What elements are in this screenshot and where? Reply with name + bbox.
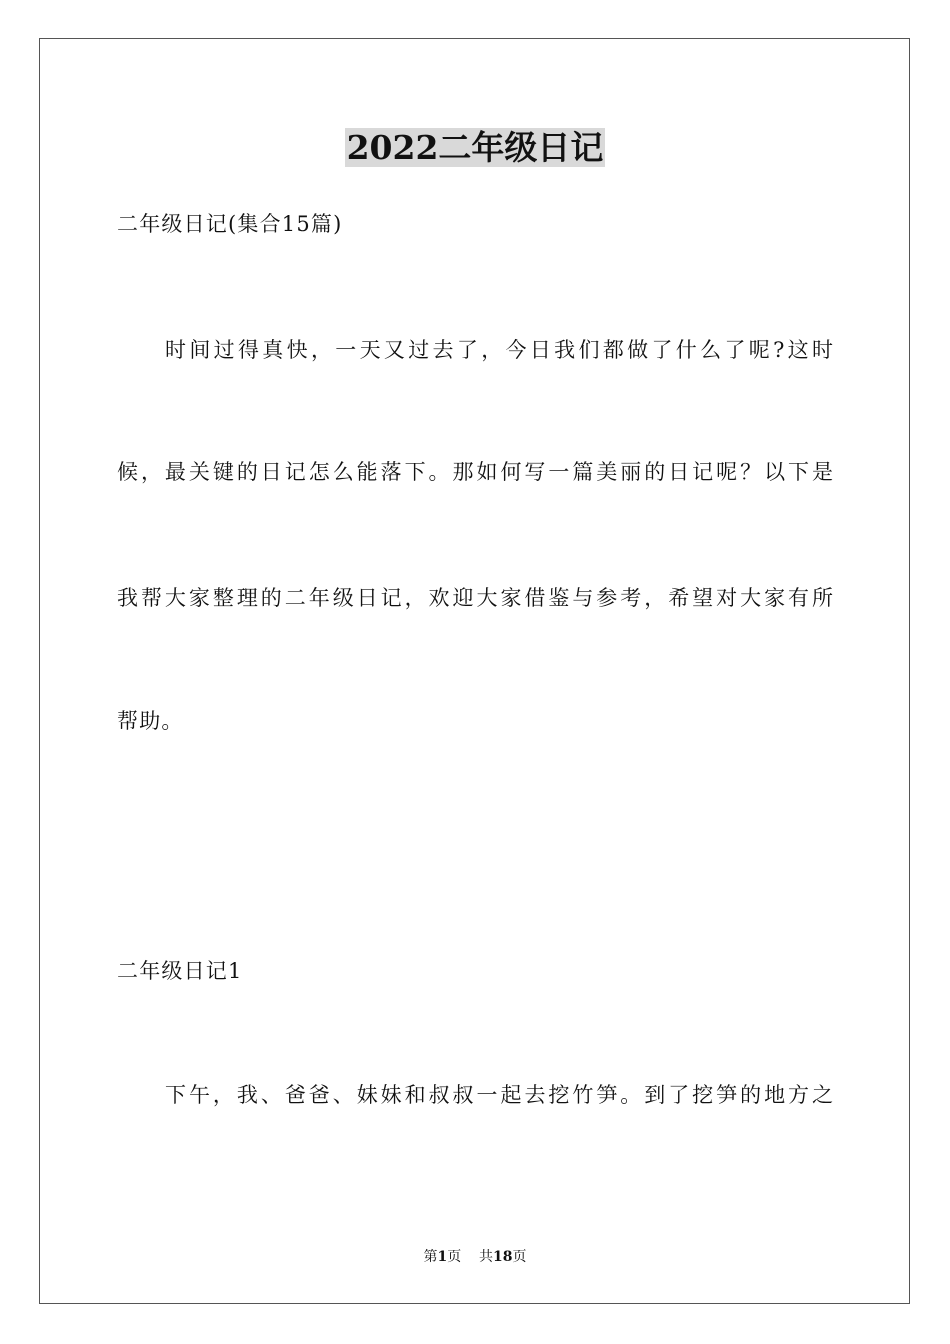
- footer-page-number: 1: [437, 1249, 448, 1265]
- footer-total-unit: 页: [512, 1249, 527, 1265]
- footer-total-prefix: 共: [479, 1249, 494, 1265]
- intro-line-4: 帮助。: [117, 709, 184, 733]
- document-title: [0, 124, 950, 172]
- intro-line-3: 我帮大家整理的二年级日记，欢迎大家借鉴与参考，希望对大家有所: [117, 586, 833, 610]
- intro-line-1: 时间过得真快，一天又过去了，今日我们都做了什么了呢?这时: [165, 338, 833, 362]
- section-heading: 二年级日记1: [117, 959, 243, 983]
- intro-line-2: 候，最关键的日记怎么能落下。那如何写一篇美丽的日记呢？以下是: [117, 460, 833, 484]
- footer-page-unit: 页: [447, 1249, 462, 1265]
- document-title-text: 2022二年级日记: [346, 128, 604, 167]
- footer-total-pages: 18: [493, 1249, 513, 1265]
- page-footer: [0, 1247, 950, 1267]
- document-subtitle: 二年级日记(集合15篇): [117, 212, 343, 236]
- footer-page-prefix: 第: [423, 1249, 438, 1265]
- section-line-1: 下午，我、爸爸、妹妹和叔叔一起去挖竹笋。到了挖笋的地方之: [165, 1083, 833, 1107]
